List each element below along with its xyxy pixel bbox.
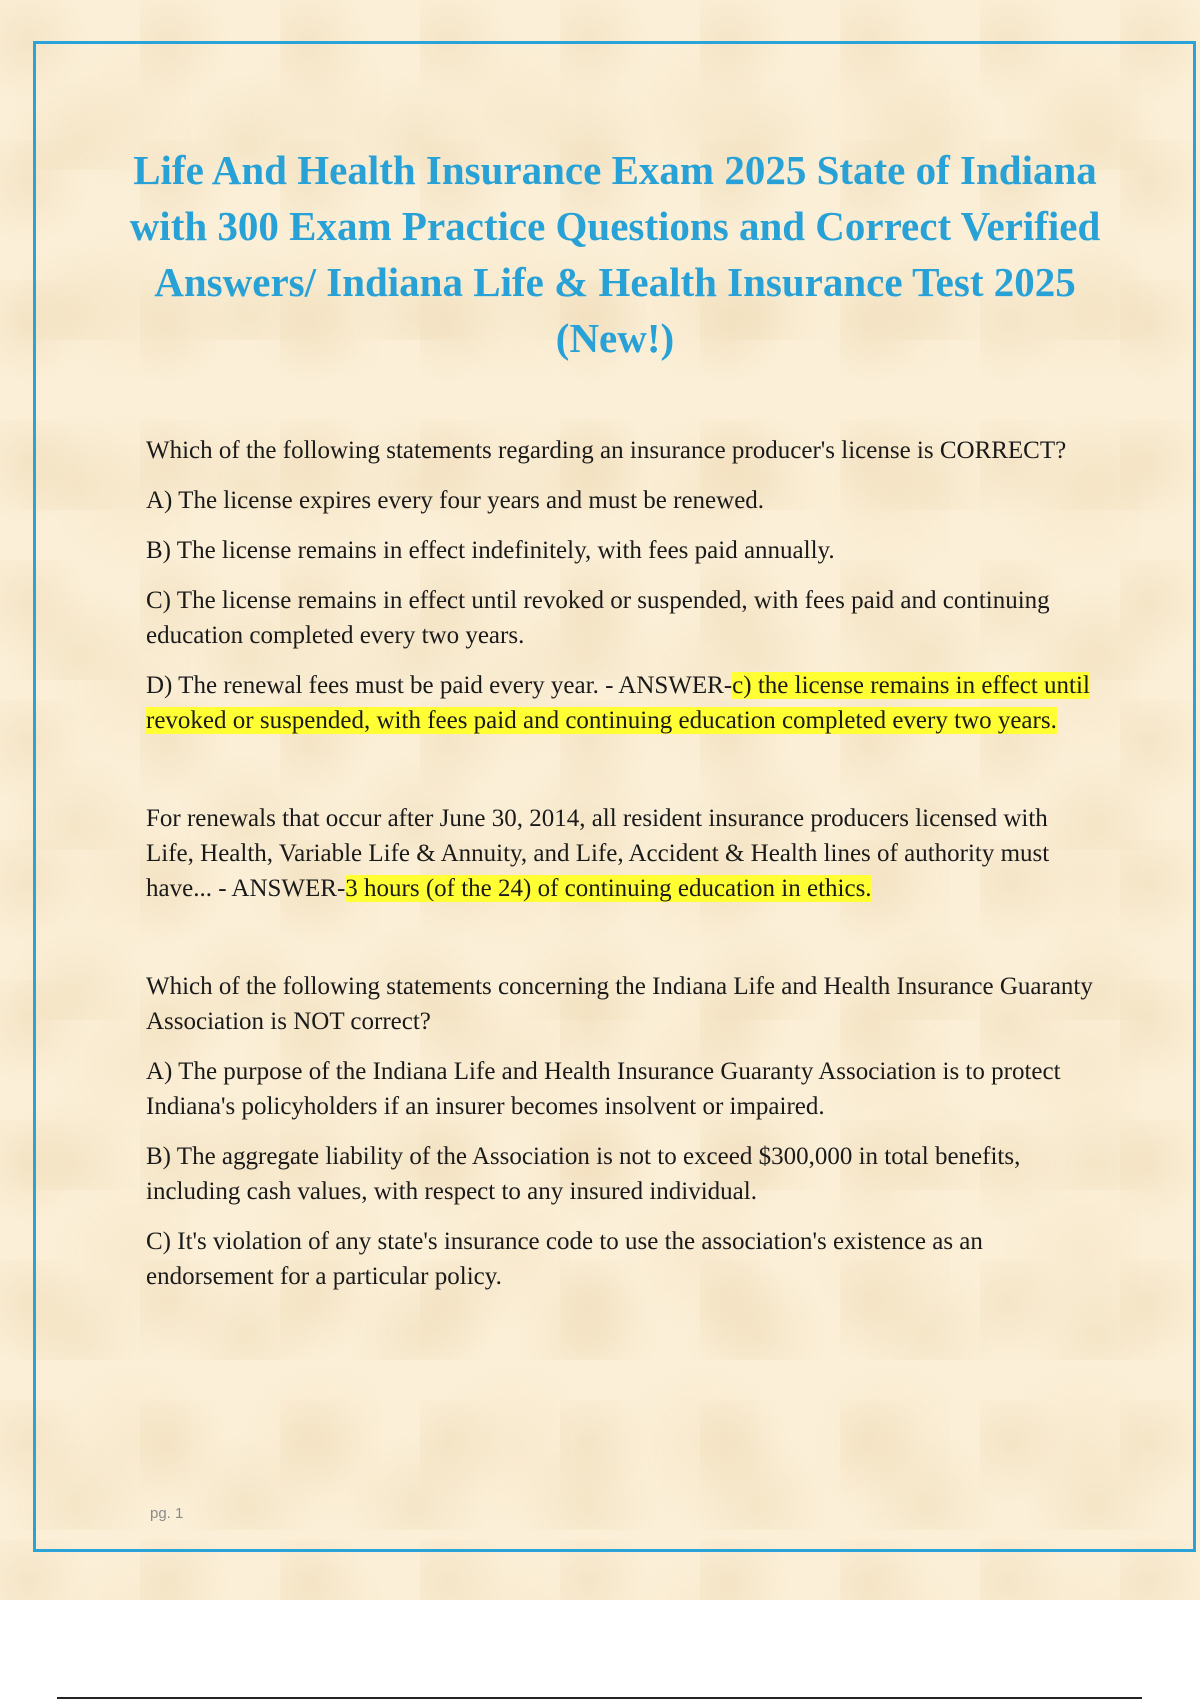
question-1-option-d: [146, 668, 1096, 738]
bottom-divider: [57, 1697, 1142, 1699]
question-1-answer-highlight: c) the license remains in effect until revoked or suspended, with fees paid and continuing education completed every two years.: [146, 672, 1090, 734]
question-3-option-c: C) It's violation of any state's insurance code to use the association's existence as an endorsement for a particular policy.: [146, 1228, 983, 1290]
section-gap: [146, 921, 1096, 969]
question-1-option-d-text: D) The renewal fees must be paid every year. - ANSWER-: [146, 672, 733, 699]
question-1: [146, 433, 1096, 738]
question-3: [146, 969, 1096, 1294]
question-2-text: For renewals that occur after June 30, 2014, all resident insurance producers licensed with Life, Health, Variable Life & Annuity, and Life, Accident & Health lines of authority must have... - ANSWER-: [146, 805, 1050, 902]
question-2-answer-highlight: 3 hours (of the 24) of continuing education in ethics.: [345, 875, 872, 902]
section-gap: [146, 753, 1096, 801]
question-2-text-with-answer: [146, 801, 1096, 906]
question-1-text: Which of the following statements regarding an insurance producer's license is CORRECT?: [146, 437, 1067, 464]
document-title: Life And Health Insurance Exam 2025 State of Indiana with 300 Exam Practice Questions and Correct Verified Answers/ Indiana Life & Health Insurance Test 2025 (New!): [129, 147, 1101, 361]
question-3-option-b: B) The aggregate liability of the Association is not to exceed $300,000 in total benefits, including cash values, with respect to any insured individual.: [146, 1143, 1021, 1205]
question-1-option-c: C) The license remains in effect until revoked or suspended, with fees paid and continuing education completed every two years.: [146, 587, 1050, 649]
question-1-option-b: B) The license remains in effect indefinitely, with fees paid annually.: [146, 537, 835, 564]
question-3-text: Which of the following statements concerning the Indiana Life and Health Insurance Guaranty Association is NOT correct?: [146, 973, 1093, 1035]
question-1-option-a: A) The license expires every four years and must be renewed.: [146, 487, 765, 514]
question-2: [146, 801, 1096, 906]
question-3-option-a: A) The purpose of the Indiana Life and Health Insurance Guaranty Association is to protect Indiana's policyholders if an insurer becomes insolvent or impaired.: [146, 1058, 1061, 1120]
page-number: pg. 1: [150, 1505, 184, 1522]
question-content: [146, 433, 1096, 1309]
